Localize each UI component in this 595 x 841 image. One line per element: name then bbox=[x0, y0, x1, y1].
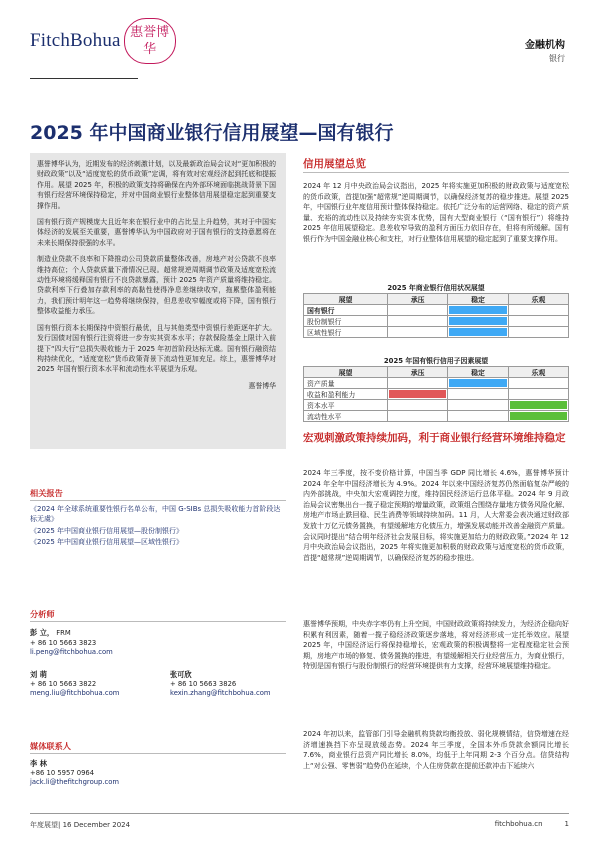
outlook-paragraph: 2024 年 12 月中央政治局会议指出，2025 年将实施更加积极的财政政策与适度宽松的货币政策，首提加强“超常规”逆周期调节，以确保经济复苏的稳步推进。展望 2025 年，中国银行业年度信用预计整体保持稳定。依托广泛分布的运营网络、稳定的资产质量、充裕的流动性以及持续夯实资本优势，国有大型商业银行（“国有银行”）将维持 2025 年信用展望稳定。息差收窄导致的盈利方面压力依旧存在，但将有所缓解。国有银行作为中国金融业核心和支柱，对行业整体信用展望的稳定起到了重要支撑作用。 bbox=[303, 182, 569, 243]
related-report-link[interactable]: 《2024 年全球系统重要性银行名单公布，中国 G-SIBs 总损失吸收能力首阶段达标无虞》 bbox=[30, 505, 281, 524]
row-label: 流动性水平 bbox=[304, 410, 388, 421]
media-phone: +86 10 5957 0964 bbox=[30, 768, 95, 777]
fitchbohua-logo bbox=[30, 18, 176, 64]
outlook-cell bbox=[448, 304, 508, 315]
outlook-level-marker bbox=[449, 317, 506, 325]
divider bbox=[303, 172, 569, 173]
related-report-link[interactable]: 《2025 年中国商业银行信用展望—区域性银行》 bbox=[30, 537, 184, 546]
page-number: 1 bbox=[564, 820, 569, 828]
table-caption: 2025 年商业银行信用状况展望 bbox=[387, 284, 485, 293]
table-row bbox=[304, 315, 569, 326]
analyst-phone: + 86 10 5663 3822 bbox=[30, 679, 97, 688]
outlook-cell bbox=[448, 326, 508, 337]
sector-title: 金融机构 bbox=[525, 40, 565, 51]
divider bbox=[30, 621, 286, 622]
analyst-name: 张可欣 bbox=[170, 670, 192, 679]
outlook-level-marker bbox=[389, 390, 446, 398]
report-title: 2025 年中国商业银行信用展望—国有银行 bbox=[30, 122, 394, 144]
related-reports-heading: 相关报告 bbox=[30, 488, 63, 498]
summary-paragraph: 国有银行资产规模庞大且近年来在银行业中的占比呈上升趋势，其对于中国实体经济的发展至关重要，惠誉博华认为中国政府对于国有银行的支持意愿将在未来长期保持很强的水平。 bbox=[37, 218, 276, 247]
summary-paragraph: 国有银行资本长期保持中资银行最优，且与其他类型中资银行差距逐年扩大。发行国债对国有银行注资将进一步夯实其资本水平；存款保险基金上限计入前提下“四大行”总损失吸收能力于 2025 年初首阶段达标无虞。国有银行融资结构持续优化，“适度宽松”货币政策背景下流动性更加充足。综上，惠誉博华对 2025 年国有银行资本水平和流动性水平展望为乐观。 bbox=[37, 323, 276, 374]
logo-text: FitchBohua bbox=[30, 30, 121, 51]
table-caption: 2025 年国有银行信用子因素展望 bbox=[383, 357, 489, 366]
outlook-cell bbox=[508, 399, 568, 410]
table-row bbox=[304, 304, 569, 315]
macro-paragraph: 2024 年初以来，监管部门引导金融机构贷款均衡投放、弱化规模情结，信贷增速在经济增速换挡下亦呈现放缓态势。2024 年三季度，全国本外币贷款余额同比增长 7.6%，商业银行总资产同比增长 8.0%，均低于上年同期 2-3 个百分点。信贷结构上“对公强、零售弱”趋势仍在延续，个人住房贷款在提前还款冲击下延续六 bbox=[303, 730, 569, 770]
outlook-cell bbox=[388, 388, 448, 399]
analyst-name: 刘 萌 bbox=[30, 670, 47, 679]
footer-report-date: 年度展望| 16 December 2024 bbox=[30, 821, 131, 829]
outlook-heading: 信用展望总览 bbox=[303, 158, 366, 170]
analyst-phone: + 86 10 5663 3826 bbox=[170, 679, 237, 688]
macro-paragraph: 2024 年三季度，按不变价格计算，中国当季 GDP 同比增长 4.6%，惠誉博华预计 2024 年全年中国经济增长为 4.9%。2024 年以来中国经济复苏仍然面临复杂严峻的内外部挑战，中央加大宏观调控力度，维持国民经济运行总体平稳。2024 年 9 月政治局会议密集出台一揽子稳定预期的增量政策，政策组合围绕存量地方债务风险化解、房地产市场止跌回稳、民生消费等领域持续加码。11 月，人大常委会表决通过财政部发放十万亿元债务置换，有望缓解地方化债压力，增强发展动能并改善金融资产质量。会议同时提出“结合明年经济社会发展目标，将实施更加给力的财政政策。”2024 年 12 月中央政治局会议指出，2025 年将实施更加积极的财政政策与适度宽松的货币政策，首提“超常规”逆周期调节，以确保经济复苏的稳步推进。 bbox=[303, 469, 569, 562]
row-label: 收益和盈利能力 bbox=[304, 388, 388, 399]
divider bbox=[30, 500, 286, 501]
outlook-cell bbox=[388, 377, 448, 388]
media-name: 李 林 bbox=[30, 759, 47, 768]
table-row bbox=[304, 399, 569, 410]
analyst-email[interactable]: meng.liu@fitchbohua.com bbox=[30, 689, 120, 698]
outlook-cell bbox=[388, 399, 448, 410]
table-header: 承压 bbox=[388, 293, 448, 304]
outlook-cell bbox=[508, 315, 568, 326]
outlook-cell bbox=[388, 410, 448, 421]
summary-signature: 惠誉博华 bbox=[248, 381, 276, 390]
outlook-level-marker bbox=[449, 306, 506, 314]
outlook-cell bbox=[388, 304, 448, 315]
table-row bbox=[304, 410, 569, 421]
table-row bbox=[304, 388, 569, 399]
outlook-cell bbox=[508, 388, 568, 399]
analyst-title: FRM bbox=[56, 629, 71, 637]
outlook-cell bbox=[508, 326, 568, 337]
footer-right bbox=[473, 820, 569, 828]
analyst-email[interactable]: li.peng@fitchbohua.com bbox=[30, 648, 113, 657]
analyst-contact bbox=[170, 670, 271, 699]
table-header: 稳定 bbox=[448, 366, 508, 377]
analyst-contact bbox=[30, 628, 113, 658]
outlook-cell bbox=[388, 326, 448, 337]
row-label: 股份制银行 bbox=[304, 315, 388, 326]
related-reports-list bbox=[30, 504, 286, 548]
analyst-name: 彭 立， bbox=[30, 628, 55, 637]
table-header: 展望 bbox=[304, 366, 388, 377]
table-header: 承压 bbox=[388, 366, 448, 377]
macro-paragraph: 惠誉博华预期，中央赤字率仍有上升空间，中国财政政策将持续发力，为经济企稳向好积累有利因素，随着一揽子稳经济政策逐步落地，将对经济形成一定托举效应。展望 2025 年，中国经济运行将保持稳增长，宏观政策的积极调整将一定程度稳定社会预期，房地产市场的修复、债务置换的推进，有望缓解相关行业经营压力，为商业银行，特别是国有银行与股份制银行的经营环境提供有力支撑，经营环境展望维持稳定。 bbox=[303, 620, 569, 671]
outlook-cell bbox=[508, 377, 568, 388]
table-header: 稳定 bbox=[448, 293, 508, 304]
outlook-cell bbox=[388, 315, 448, 326]
table-header: 乐观 bbox=[508, 366, 568, 377]
analyst-email[interactable]: kexin.zhang@fitchbohua.com bbox=[170, 689, 271, 698]
media-email[interactable]: jack.li@thefitchgroup.com bbox=[30, 778, 120, 787]
outlook-cell bbox=[448, 315, 508, 326]
media-contact-heading: 媒体联系人 bbox=[30, 741, 71, 751]
outlook-cell bbox=[448, 377, 508, 388]
analysts-heading: 分析师 bbox=[30, 609, 55, 619]
summary-box bbox=[30, 153, 286, 449]
macro-heading: 宏观刺激政策持续加码，利于商业银行经营环境维持稳定 bbox=[303, 432, 566, 444]
outlook-level-marker bbox=[510, 401, 567, 409]
media-contact bbox=[30, 759, 119, 788]
logo-seal: 惠誉博华 bbox=[124, 18, 176, 64]
summary-paragraph: 制造业贷款不良率和下降推动公司贷款质量整体改善，房地产对公贷款不良率维持高位；个人贷款质量下滑情况已现。超常规逆周期调节政策及适度宽松流动性环境将缓释国有银行不良贷款暴露，预计 2025 年资产质量将维持稳定。贷款利率下行叠加存款利率的高黏性使得净息差继续收窄，拖累整体盈利能力，我们预计明年这一趋势将继续保持，但息差收窄幅度或将下降，国有银行整体收益能力承压。 bbox=[37, 255, 276, 316]
row-label: 区域性银行 bbox=[304, 326, 388, 337]
footer-site[interactable]: fitchbohua.cn bbox=[494, 820, 543, 828]
outlook-cell bbox=[448, 410, 508, 421]
subsector-title: 银行 bbox=[549, 54, 565, 63]
outlook-cell bbox=[448, 388, 508, 399]
outlook-cell bbox=[508, 304, 568, 315]
analyst-contact bbox=[30, 670, 119, 699]
page-footer bbox=[30, 813, 569, 831]
row-label: 国有银行 bbox=[304, 304, 388, 315]
outlook-level-marker bbox=[449, 328, 506, 336]
table-row bbox=[304, 326, 569, 337]
table-row bbox=[304, 377, 569, 388]
outlook-level-marker bbox=[510, 412, 567, 420]
outlook-cell bbox=[508, 410, 568, 421]
row-label: 资产质量 bbox=[304, 377, 388, 388]
subfactor-outlook-table bbox=[303, 355, 569, 422]
row-label: 资本水平 bbox=[304, 399, 388, 410]
sector-label bbox=[525, 36, 565, 64]
table-header: 乐观 bbox=[508, 293, 568, 304]
divider bbox=[30, 753, 286, 754]
table-header: 展望 bbox=[304, 293, 388, 304]
analyst-phone: + 86 10 5663 3823 bbox=[30, 638, 97, 647]
related-report-link[interactable]: 《2025 年中国商业银行信用展望—股份制银行》 bbox=[30, 526, 184, 535]
outlook-level-marker bbox=[449, 379, 506, 387]
summary-paragraph: 惠誉博华认为，近期发布的经济刺激计划，以及最新政治局会议对“更加积极的财政政策”以及“适度宽松的货币政策”定调，将有效对宏观经济起到托底和提振作用。展望 2025 年，积极的政策支持将确保在内外部环境面临挑战背景下国有银行经营环境保持稳定，并对中国商业银行业整体信用展望稳定起到重要支撑作用。 bbox=[37, 160, 276, 210]
logo-divider bbox=[30, 78, 138, 79]
outlook-cell bbox=[448, 399, 508, 410]
bank-outlook-table bbox=[303, 282, 569, 338]
